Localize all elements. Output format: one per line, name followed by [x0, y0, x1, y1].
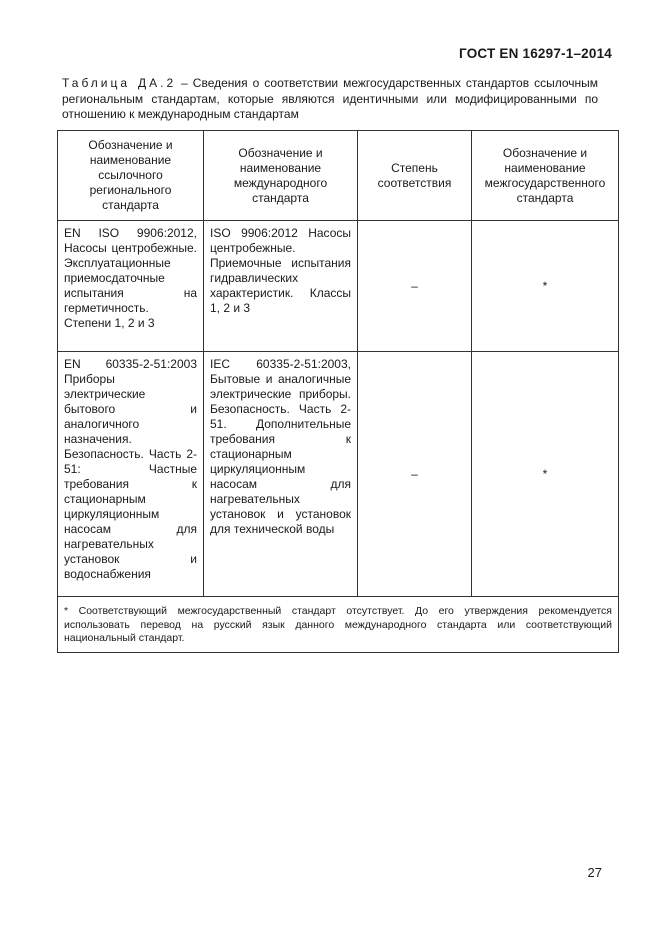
cell-international	[204, 352, 358, 597]
table-caption	[62, 76, 598, 123]
table-header-row	[58, 131, 619, 221]
cell-international	[204, 221, 358, 352]
page-number: 27	[587, 865, 602, 880]
table-footnote: * Соответствующий межгосударственный стандарт отсутствует. До его утверждения рекомендуется использовать перевод на русский язык данного международного стандарта или соответствующий национальный стандарт.	[58, 597, 619, 653]
cell-degree: –	[358, 352, 472, 597]
header-degree-of-conformity: Степень соответствия	[358, 131, 472, 221]
cell-interstate: *	[472, 221, 619, 352]
cell-regional	[58, 352, 204, 597]
cell-interstate: *	[472, 352, 619, 597]
cell-international-text: ISO 9906:2012 Насосы центробежные. Приемочные испытания гидравлических характеристик. Классы 1, 2 и 3	[210, 226, 351, 315]
cell-regional	[58, 221, 204, 352]
table-row	[58, 352, 619, 597]
cell-regional-text: EN ISO 9906:2012, Насосы центробежные. Эксплуатационные приемосдаточные испытания на герметичность. Степени 1, 2 и 3	[64, 226, 197, 330]
table-caption-label: Таблица ДА.2	[62, 76, 177, 90]
table-caption-text: – Сведения о соответствии межгосударственных стандартов ссылочным региональным стандартам, которые являются идентичными или модифицированными по отношению к международным стандартам	[62, 76, 598, 121]
document-header: ГОСТ EN 16297-1–2014	[459, 46, 612, 61]
header-interstate-standard: Обозначение и наименование межгосударственного стандарта	[472, 131, 619, 221]
cell-international-text: IEC 60335-2-51:2003, Бытовые и аналогичные электрические приборы. Безопасность. Часть 2-51. Дополнительные требования к стационарным циркуляционным насосам для нагревательных установок и установок для технической воды	[210, 357, 351, 536]
cell-degree: –	[358, 221, 472, 352]
cell-regional-text: EN 60335-2-51:2003 Приборы электрические бытового и аналогичного назначения. Безопасность. Часть 2-51: Частные требования к стационарным циркуляционным насосам для нагревательных установок и водоснабжения	[64, 357, 197, 581]
table-row	[58, 221, 619, 352]
table-footnote-row	[58, 597, 619, 653]
header-international-standard: Обозначение и наименование международного стандарта	[204, 131, 358, 221]
standards-table	[57, 130, 619, 653]
header-regional-standard: Обозначение и наименование ссылочного регионального стандарта	[58, 131, 204, 221]
